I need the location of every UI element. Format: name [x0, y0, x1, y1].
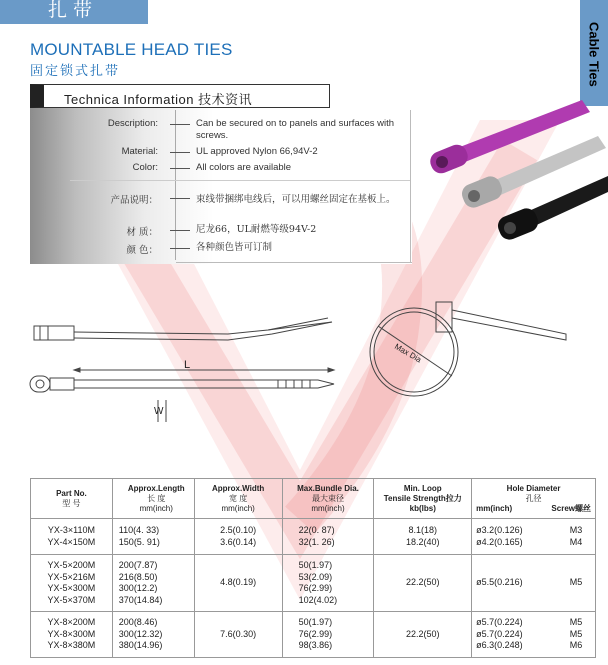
side-tab-label: Cable Ties: [586, 21, 602, 87]
material-value: UL approved Nylon 66,94V-2: [196, 146, 318, 157]
bundle-label: Max Dia: [393, 341, 423, 365]
page-title: MOUNTABLE HEAD TIES: [30, 40, 233, 59]
header-length: Approx.Length 长 度 mm(inch): [112, 479, 194, 519]
header-part-no: Part No. 型 号: [31, 479, 113, 519]
product-photo: [422, 96, 608, 246]
header-width: Approx.Width 宽 度 mm(inch): [194, 479, 282, 519]
info-header: [30, 84, 330, 108]
description-value: Can be secured on to panels and surfaces with screws.: [196, 118, 395, 141]
leader-line: [170, 152, 190, 153]
material-label-cn: 材 质：: [126, 227, 158, 238]
description-label-cn: 产品说明：: [110, 195, 158, 206]
side-tab[interactable]: [580, 0, 608, 106]
color-value-cn: 各种颜色皆可订制: [196, 242, 273, 253]
page-title-cn: 固定锁式扎带: [30, 64, 121, 79]
color-label-cn: 颜 色：: [126, 245, 158, 256]
table-header-row: [31, 479, 596, 519]
divider: [175, 110, 176, 260]
header-bundle: Max.Bundle Dia. 最大束径 mm(inch): [282, 479, 374, 519]
table-row: YX-5×200M YX-5×216M YX-5×300M YX-5×370M 200(7.87) 216(8.50) 300(12.2) 370(14.84) 4.8(0.19) 50(1.97) 53(2.09) 76(2.99) 102(4.02) 22.2(50) ø5.5(0.216) M5: [31, 555, 596, 612]
leader-line: [170, 198, 190, 199]
leader-line: [170, 230, 190, 231]
divider: [70, 180, 410, 181]
description-value-cn: 束线带捆绑电线后，可以用螺丝固定在基板上。: [196, 194, 396, 205]
description-label: Description:: [107, 118, 158, 129]
tie-side-diagram: [28, 296, 340, 426]
header-hole: Hole Diameter 孔径 mm(inch) Screw螺丝: [472, 479, 596, 519]
leader-line: [170, 248, 190, 249]
tie-top-view: [30, 368, 334, 422]
tie-loop-diagram: [366, 296, 570, 406]
length-label: L: [184, 359, 191, 371]
table-row: YX-8×200M YX-8×300M YX-8×380M 200(8.46) 300(12.32) 380(14.96) 7.6(0.30) 50(1.97) 76(2.99) 98(3.86) 22.2(50) ø5.7(0.224) M5 ø5.7(0.224) M5 ø6.3(0.248) M6: [31, 612, 596, 658]
header-tensile: Min. Loop Tensile Strength拉力 kb(lbs): [374, 479, 472, 519]
material-label: Material:: [121, 146, 158, 157]
specification-table: [30, 478, 596, 658]
divider: [176, 262, 412, 263]
category-tab: 扎带: [0, 0, 148, 24]
material-value-cn: 尼龙66，UL耐燃等级94V-2: [196, 224, 317, 235]
width-label: W: [154, 406, 164, 417]
leader-line: [170, 124, 190, 125]
color-label: Color:: [132, 162, 158, 173]
table-row: YX-3×110M YX-4×150M 110(4. 33) 150(5. 91) 2.5(0.10) 3.6(0.14) 22(0. 87) 32(1. 26) 8.1(18) 18.2(40) ø3.2(0.126) M3 ø4.2(0.165) M4: [31, 519, 596, 555]
technical-info-panel: [30, 84, 412, 264]
leader-line: [170, 168, 190, 169]
color-value: All colors are available: [196, 162, 292, 173]
info-header-label: Technica Information 技术资讯: [64, 92, 253, 107]
